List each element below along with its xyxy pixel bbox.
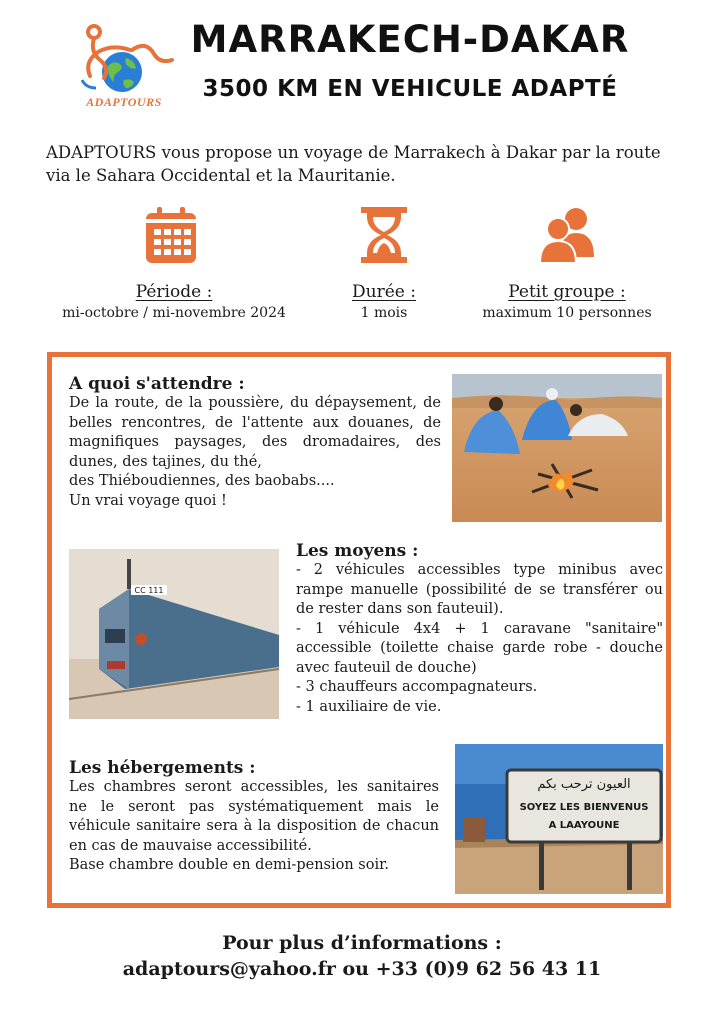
info-period [46,282,302,321]
desert-campfire-photo [452,374,662,522]
train-photo [69,549,279,719]
info-period-title: Période : [135,282,213,302]
train-number-label: CC 111 [134,586,164,595]
brand-name: ADAPTOURS [86,95,162,109]
info-group-value: maximum 10 personnes [482,305,652,321]
section-expect [69,374,441,511]
calendar-icon [144,205,198,265]
people-icon [540,205,596,263]
info-group-title: Petit groupe : [508,282,626,302]
sign-line1-text: SOYEZ LES BIENVENUS [519,802,649,813]
info-duration-value: 1 mois [360,305,408,321]
section-means-line: - 3 chauffeurs accompagnateurs. [296,679,538,695]
sign-arabic-text: العيون ترحب بكم [537,777,631,792]
section-lodging-title: Les hébergements : [69,758,256,778]
section-expect-title: A quoi s'attendre : [69,374,245,394]
section-means-line: - 1 véhicule 4x4 + 1 caravane "sanitaire" accessible (toilette chaise garde robe - douche avec fauteuil de douche) [296,620,663,676]
page-subtitle: 3500 KM EN VEHICULE ADAPTÉ [202,76,618,102]
section-means-line: - 2 véhicules accessibles type minibus avec rampe manuelle (possibilité de se transférer ou de rester dans son fauteuil). [296,562,663,617]
section-means-title: Les moyens : [296,541,419,561]
section-lodging [69,758,439,876]
section-lodging-line: Les chambres seront accessibles, les sanitaires ne le seront pas systématiquement mais le véhicule sanitaire sera à la disposition de chacun en cas de mauvaise accessibilité. [69,779,439,854]
info-period-value: mi-octobre / mi-novembre 2024 [62,305,286,321]
section-expect-line: De la route, de la poussière, du dépaysement, de belles rencontres, de l'attente aux douanes, de magnifiques paysages, des dromadaires, des dunes, des tajines, du thé, [69,395,441,470]
section-expect-line: Un vrai voyage quoi ! [69,492,227,509]
section-expect-line: des Thiéboudiennes, des baobabs.... [69,473,335,489]
section-means-line: - 1 auxiliaire de vie. [296,698,442,715]
info-duration-title: Durée : [352,282,416,302]
sign-line2-text: A LAAYOUNE [548,820,620,831]
section-lodging-line: Base chambre double en demi-pension soir. [69,857,390,873]
section-means [296,541,663,717]
contact-heading: Pour plus d’informations : [222,932,502,954]
info-group [462,282,672,321]
contact-details: adaptours@yahoo.fr ou +33 (0)9 62 56 43 11 [122,958,602,980]
info-duration [314,282,454,321]
page-title: MARRAKECH-DAKAR [190,18,630,61]
laayoune-sign-photo [455,744,663,894]
hourglass-icon [359,205,409,265]
intro-text: ADAPTOURS vous propose un voyage de Marrakech à Dakar par la route via le Sahara Occidental et la Mauritanie. [46,143,661,185]
